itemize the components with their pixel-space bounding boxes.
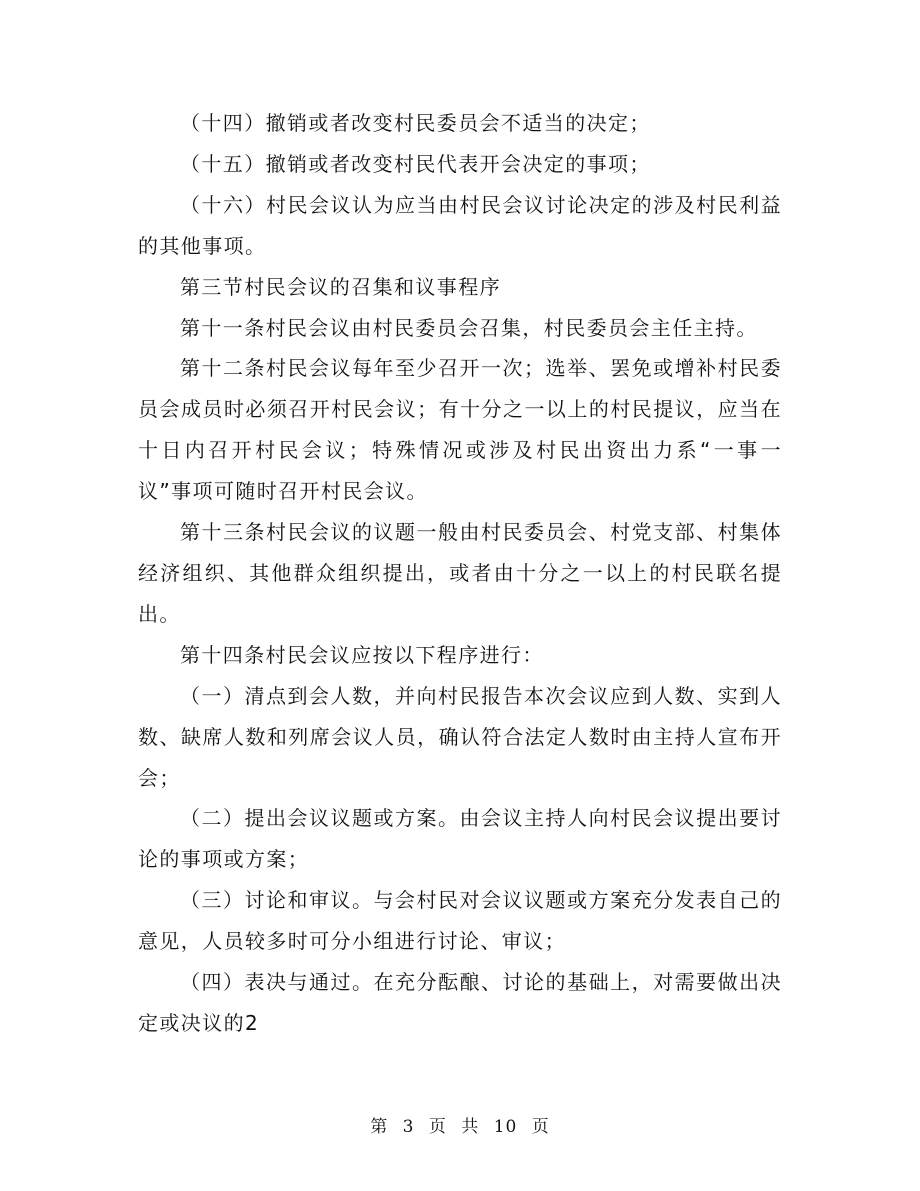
page-footer bbox=[0, 1112, 920, 1137]
article-13: 第十三条村民会议的议题一般由村民委员会、村党支部、村集体经济组织、其他群众组织提出，或者由十分之一以上的村民联名提出。 bbox=[138, 520, 782, 626]
document-body bbox=[138, 103, 782, 1044]
footer-current-page: 3 bbox=[402, 1117, 415, 1137]
procedure-step-2: （二）提出会议议题或方案。由会议主持人向村民会议提出要讨论的事项或方案； bbox=[138, 806, 782, 872]
procedure-step-1: （一）清点到会人数，并向村民报告本次会议应到人数、实到人数、缺席人数和列席会议人员，确认符合法定人数时由主持人宣布开会； bbox=[138, 683, 782, 790]
procedure-step-4: （四）表决与通过。在充分酝酿、讨论的基础上，对需要做出决定或决议的2 bbox=[138, 970, 782, 1035]
paragraph-clause-16: （十六）村民会议认为应当由村民会议讨论决定的涉及村民利益的其他事项。 bbox=[138, 192, 782, 258]
footer-total-word: 共 bbox=[461, 1117, 480, 1137]
section-heading: 第三节村民会议的召集和议事程序 bbox=[180, 274, 501, 299]
article-12: 第十二条村民会议每年至少召开一次；选举、罢免或增补村民委员会成员时必须召开村民会议；有十分之一以上的村民提议，应当在十日内召开村民会议；特殊情况或涉及村民出资出力系“一事一议”事项可随时召开村民会议。 bbox=[138, 356, 782, 504]
paragraph-clause-14: （十四）撤销或者改变村民委员会不适当的决定； bbox=[180, 111, 651, 135]
footer-page-word: 页 bbox=[428, 1117, 447, 1137]
article-11: 第十一条村民会议由村民委员会召集，村民委员会主任主持。 bbox=[180, 315, 758, 340]
footer-total-pages: 10 bbox=[493, 1117, 518, 1137]
footer-prefix: 第 bbox=[370, 1117, 389, 1137]
footer-suffix: 页 bbox=[531, 1117, 550, 1137]
paragraph-clause-15: （十五）撤销或者改变村民代表开会决定的事项； bbox=[180, 151, 651, 176]
article-14: 第十四条村民会议应按以下程序进行： bbox=[180, 642, 544, 667]
procedure-step-3: （三）讨论和审议。与会村民对会议议题或方案充分发表自己的意见，人员较多时可分小组进行讨论、审议； bbox=[138, 888, 782, 954]
